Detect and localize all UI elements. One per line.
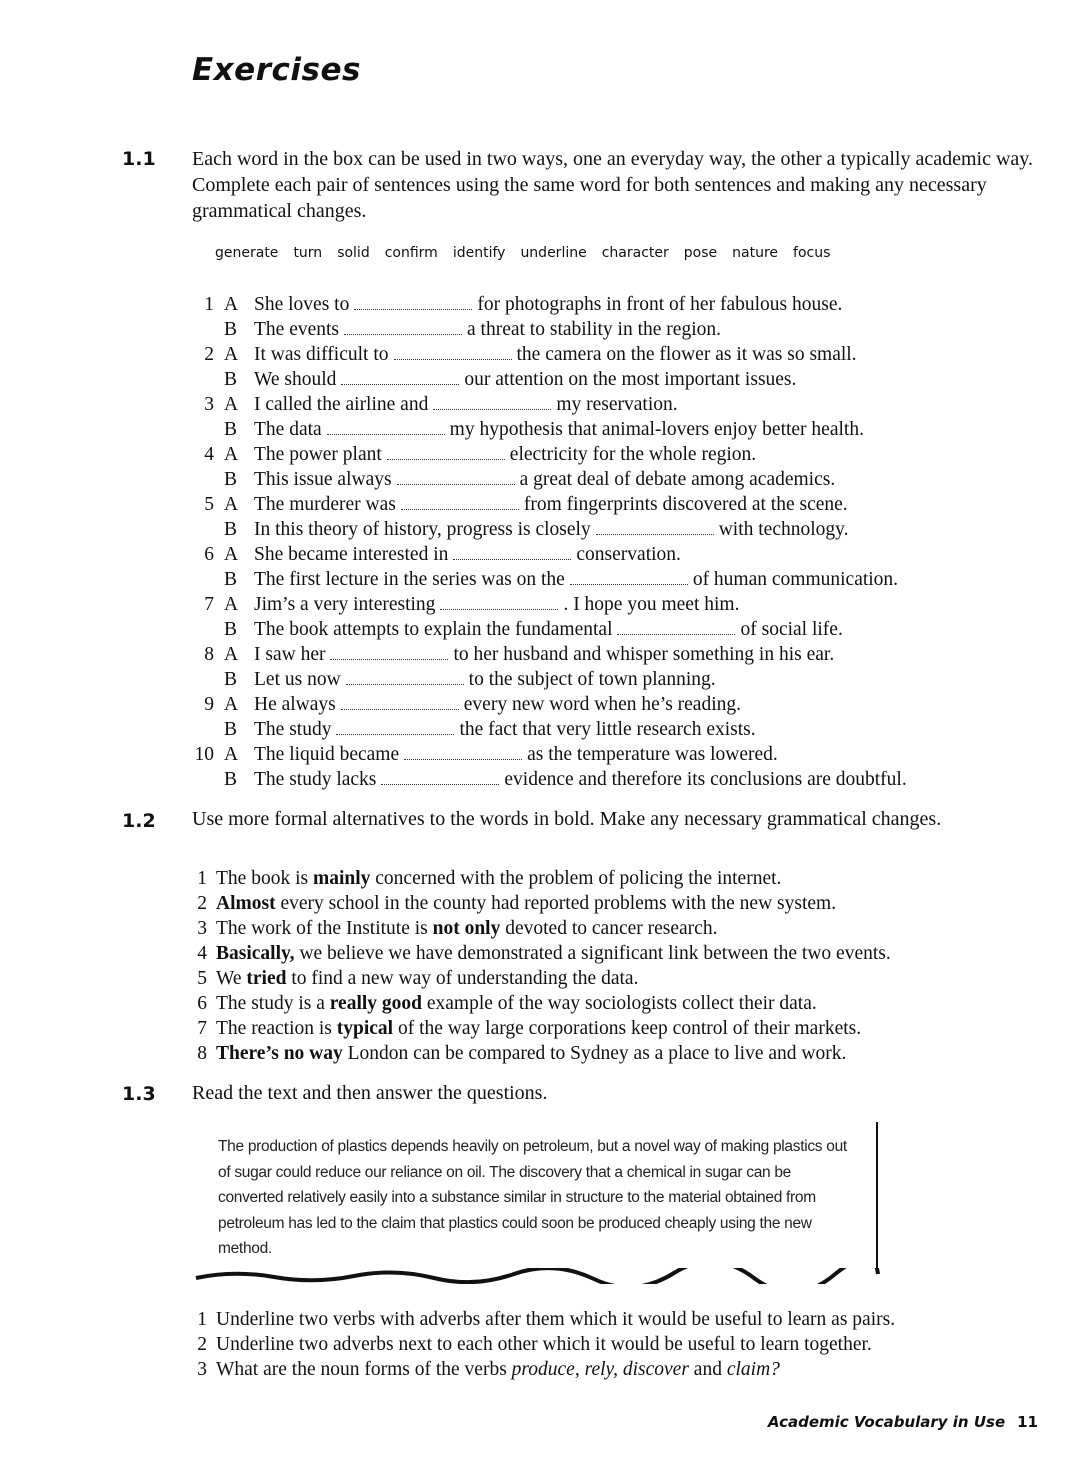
item-number: 3 bbox=[197, 918, 207, 939]
answer-blank[interactable] bbox=[344, 330, 462, 335]
exercise-instruction: Each word in the box can be used in two ways, one an everyday way, the other a typically academic way. Complete each pair of sentences using the same word for both sentences and making any necessary grammatical changes. bbox=[192, 148, 1033, 222]
answer-blank[interactable] bbox=[453, 555, 571, 560]
sentence-line bbox=[0, 717, 1066, 742]
sentence-line bbox=[0, 642, 1066, 667]
answer-blank[interactable] bbox=[341, 705, 459, 710]
answer-blank[interactable] bbox=[401, 505, 519, 510]
sentence-line bbox=[0, 467, 1066, 492]
word-box-item: pose bbox=[683, 245, 718, 261]
sentence-text: I called the airline and my reservation. bbox=[254, 394, 678, 415]
item-number: 1 bbox=[197, 868, 207, 889]
bold-phrase: mainly bbox=[312, 868, 371, 889]
sentence-letter: A bbox=[224, 544, 239, 565]
sentence-text: Jim’s a very interesting . I hope you meet him. bbox=[254, 594, 740, 615]
sentence-line bbox=[0, 392, 1066, 417]
sentence-line bbox=[0, 866, 1066, 891]
item-number: 3 bbox=[204, 394, 214, 415]
bold-phrase: really good bbox=[329, 993, 422, 1014]
answer-blank[interactable] bbox=[327, 430, 445, 435]
sentence-text: This issue always a great deal of debate among academics. bbox=[254, 469, 836, 490]
page-title: Exercises bbox=[192, 52, 361, 88]
sentence-text: The murderer was from fingerprints discovered at the scene. bbox=[254, 494, 848, 515]
passage-text: The production of plastics depends heavily on petroleum, but a novel way of making plastics out of sugar could reduce our reliance on oil. The discovery that a chemical in sugar can be converted relatively easily into a substance similar in structure to the material obtained from petroleum has led to the claim that plastics could soon be produced cheaply using the new method. bbox=[218, 1138, 847, 1257]
page-number: 11 bbox=[1017, 1413, 1038, 1431]
sentence-letter: B bbox=[224, 769, 238, 790]
exercise-number: 1.1 bbox=[122, 148, 156, 170]
word-box-item: identify bbox=[452, 245, 506, 261]
item-number: 4 bbox=[197, 943, 207, 964]
sentence-text: The events a threat to stability in the region. bbox=[254, 319, 721, 340]
item-number: 4 bbox=[204, 444, 214, 465]
sentence-letter: A bbox=[224, 594, 239, 615]
item-number: 8 bbox=[197, 1043, 207, 1064]
sentence-text: We should our attention on the most important issues. bbox=[254, 369, 797, 390]
answer-blank[interactable] bbox=[440, 605, 558, 610]
answer-blank[interactable] bbox=[341, 380, 459, 385]
item-number: 8 bbox=[204, 644, 214, 665]
sentence-text: We tried to find a new way of understanding the data. bbox=[216, 968, 639, 989]
sentence-line bbox=[0, 742, 1066, 767]
bold-phrase: Almost bbox=[216, 893, 276, 914]
book-title: Academic Vocabulary in Use bbox=[767, 1413, 1006, 1431]
item-number: 7 bbox=[197, 1018, 207, 1039]
sentence-line bbox=[0, 592, 1066, 617]
sentence-line bbox=[0, 617, 1066, 642]
sentence-text: The reaction is typical of the way large corporations keep control of their markets. bbox=[216, 1018, 862, 1039]
torn-edge-decoration bbox=[194, 1268, 884, 1284]
sentence-line bbox=[0, 442, 1066, 467]
sentence-line bbox=[0, 991, 1066, 1016]
sentence-text: The study is a really good example of the way sociologists collect their data. bbox=[216, 993, 817, 1014]
sentence-letter: B bbox=[224, 419, 238, 440]
sentence-line bbox=[0, 317, 1066, 342]
sentence-text: She became interested in conservation. bbox=[254, 544, 681, 565]
sentence-letter: B bbox=[224, 519, 238, 540]
answer-blank[interactable] bbox=[596, 530, 714, 535]
sentence-letter: B bbox=[224, 719, 238, 740]
item-number: 9 bbox=[204, 694, 214, 715]
answer-blank[interactable] bbox=[381, 780, 499, 785]
word-box-item: focus bbox=[793, 245, 831, 261]
sentence-line bbox=[0, 292, 1066, 317]
sentence-text: There’s no way London can be compared to Sydney as a place to live and work. bbox=[216, 1043, 847, 1064]
sentence-letter: B bbox=[224, 369, 238, 390]
item-number: 5 bbox=[204, 494, 214, 515]
sentence-line bbox=[0, 417, 1066, 442]
sentence-text: The first lecture in the series was on the of human communication. bbox=[254, 569, 899, 590]
sentence-text: In this theory of history, progress is closely with technology. bbox=[254, 519, 849, 540]
item-number: 2 bbox=[197, 893, 207, 914]
sentence-text: I saw her to her husband and whisper something in his ear. bbox=[254, 644, 835, 665]
sentence-text: The power plant electricity for the whole region. bbox=[254, 444, 757, 465]
sentence-text: The work of the Institute is not only devoted to cancer research. bbox=[216, 918, 718, 939]
word-box-item: turn bbox=[293, 245, 323, 261]
sentence-line bbox=[0, 966, 1066, 991]
bold-phrase: typical bbox=[336, 1018, 394, 1039]
sentence-line bbox=[0, 941, 1066, 966]
answer-blank[interactable] bbox=[387, 455, 505, 460]
bold-phrase: tried bbox=[246, 968, 287, 989]
bold-phrase: not only bbox=[432, 918, 501, 939]
sentence-text: The study lacks evidence and therefore its conclusions are doubtful. bbox=[254, 769, 907, 790]
sentence-text: The data my hypothesis that animal-lovers enjoy better health. bbox=[254, 419, 864, 440]
sentence-letter: B bbox=[224, 319, 238, 340]
reading-passage bbox=[200, 1122, 878, 1272]
sentence-letter: A bbox=[224, 344, 239, 365]
sentence-text: Let us now to the subject of town planning. bbox=[254, 669, 716, 690]
answer-blank[interactable] bbox=[336, 730, 454, 735]
sentence-text: Basically, we believe we have demonstrated a significant link between the two events. bbox=[216, 943, 891, 964]
word-box-item: character bbox=[601, 245, 669, 261]
word-box-item: generate bbox=[215, 245, 279, 261]
sentence-letter: A bbox=[224, 694, 239, 715]
item-number: 1 bbox=[204, 294, 214, 315]
answer-blank[interactable] bbox=[394, 355, 512, 360]
sentence-text: He always every new word when he’s reading. bbox=[254, 694, 742, 715]
question-1: 1 Underline two verbs with adverbs after them which it would be useful to learn as pairs. bbox=[197, 1309, 896, 1330]
sentence-line bbox=[0, 567, 1066, 592]
sentence-letter: A bbox=[224, 494, 239, 515]
sentence-line bbox=[0, 517, 1066, 542]
bold-phrase: There’s no way bbox=[216, 1043, 343, 1064]
sentence-line bbox=[0, 1041, 1066, 1066]
answer-blank[interactable] bbox=[617, 630, 735, 635]
sentence-line bbox=[0, 916, 1066, 941]
answer-blank[interactable] bbox=[433, 405, 551, 410]
exercise-instruction: Use more formal alternatives to the words in bold. Make any necessary grammatical changes. bbox=[192, 808, 942, 830]
sentence-text: The book is mainly concerned with the problem of policing the internet. bbox=[216, 868, 782, 889]
sentence-letter: B bbox=[224, 569, 238, 590]
answer-blank[interactable] bbox=[330, 655, 448, 660]
sentence-line bbox=[0, 342, 1066, 367]
answer-blank[interactable] bbox=[346, 680, 464, 685]
word-box-item: confirm bbox=[384, 245, 438, 261]
answer-blank[interactable] bbox=[397, 480, 515, 485]
item-number: 6 bbox=[197, 993, 207, 1014]
page-footer bbox=[768, 1413, 1038, 1431]
sentence-line bbox=[0, 767, 1066, 792]
sentence-text: The liquid became as the temperature was lowered. bbox=[254, 744, 778, 765]
word-box-item: underline bbox=[520, 245, 587, 261]
bold-phrase: Basically, bbox=[216, 943, 295, 964]
sentence-letter: B bbox=[224, 669, 238, 690]
sentence-line bbox=[0, 891, 1066, 916]
word-box bbox=[215, 245, 845, 261]
exercise-number: 1.2 bbox=[122, 810, 156, 832]
sentence-letter: A bbox=[224, 744, 239, 765]
sentence-letter: B bbox=[224, 619, 238, 640]
item-number: 6 bbox=[204, 544, 214, 565]
item-number: 7 bbox=[204, 594, 214, 615]
sentence-text: It was difficult to the camera on the flower as it was so small. bbox=[254, 344, 857, 365]
sentence-line bbox=[0, 492, 1066, 517]
sentence-line bbox=[0, 667, 1066, 692]
sentence-letter: A bbox=[224, 394, 239, 415]
question-3: 3 What are the noun forms of the verbs produce, rely, discover and claim? bbox=[197, 1359, 780, 1380]
sentence-letter: A bbox=[224, 294, 239, 315]
sentence-letter: A bbox=[224, 444, 239, 465]
sentence-line bbox=[0, 542, 1066, 567]
sentence-line bbox=[0, 367, 1066, 392]
sentence-text: The book attempts to explain the fundamental of social life. bbox=[254, 619, 843, 640]
exercise-instruction: Read the text and then answer the questions. bbox=[192, 1082, 548, 1104]
sentence-text: She loves to for photographs in front of her fabulous house. bbox=[254, 294, 843, 315]
answer-blank[interactable] bbox=[570, 580, 688, 585]
exercise-number: 1.3 bbox=[122, 1083, 156, 1105]
sentence-letter: B bbox=[224, 469, 238, 490]
word-box-item: solid bbox=[337, 245, 370, 261]
answer-blank[interactable] bbox=[354, 305, 472, 310]
sentence-text: The study the fact that very little research exists. bbox=[254, 719, 756, 740]
question-2: 2 Underline two adverbs next to each other which it would be useful to learn together. bbox=[197, 1334, 872, 1355]
item-number: 10 bbox=[194, 744, 214, 765]
item-number: 5 bbox=[197, 968, 207, 989]
sentence-line bbox=[0, 1016, 1066, 1041]
sentence-text: Almost every school in the county had reported problems with the new system. bbox=[216, 893, 837, 914]
sentence-line bbox=[0, 692, 1066, 717]
answer-blank[interactable] bbox=[404, 755, 522, 760]
sentence-letter: A bbox=[224, 644, 239, 665]
word-box-item: nature bbox=[732, 245, 779, 261]
item-number: 2 bbox=[204, 344, 214, 365]
